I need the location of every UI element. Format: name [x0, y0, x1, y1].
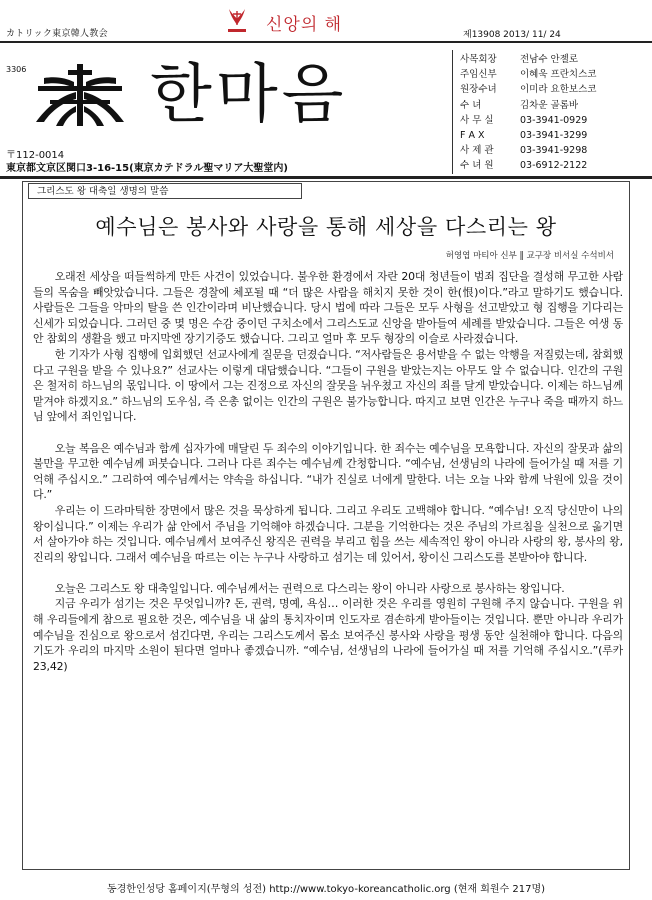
article-paragraph: 한 기자가 사형 집행에 입회했던 선교사에게 질문을 던졌습니다. “저사람들은 용서받을 수 없는 악행을 저질렀는데, 참회했다고 구원을 받을 수 있나요?” 선교사는 이렇게 대답했습니다. “그들이 구원을 받았는지는 아무도 알 수 없습니다. 인간의 구원은 철저히 하느님의 몫입니다. 이 땅에서 그는 진정으로 자신의 잘못을 뉘우쳤고 자신의 죄를 달게 받았습니다. 이제는 하느님께 맡겨야 하겠지요.” 하느님의 도우심, 즉 은총 없이는 인간의 구원은 불가능합니다. 따지고 보면 인간은 누구나 죽을 때까지 하느님 앞에서 죄인입니다. [33, 347, 623, 424]
staff-name: 이혜욱 프란치스코 [520, 69, 597, 81]
staff-directory [460, 52, 650, 174]
staff-role: 원장수녀 [460, 84, 497, 96]
staff-name: 03-3941-9298 [520, 145, 588, 157]
article-byline: 허영엽 마티아 신부 ‖ 교구장 비서실 수석비서 [445, 251, 614, 261]
staff-name: 03-3941-0929 [520, 114, 588, 126]
church-emblem-icon [30, 62, 130, 128]
article-paragraph: 오늘은 그리스도 왕 대축일입니다. 예수님께서는 권력으로 다스리는 왕이 아니라 사랑으로 봉사하는 왕입니다. [54, 581, 565, 595]
staff-role: 사 무 실 [460, 114, 494, 126]
header-rule [0, 41, 652, 43]
newsletter-title: 한마음 [150, 58, 348, 132]
article-headline: 예수님은 봉사와 사랑을 통해 세상을 다스리는 왕 [95, 215, 557, 239]
year-of-faith-theme: 신앙의 해 [266, 15, 343, 35]
article-paragraph: 지금 우리가 섬기는 것은 무엇입니까? 돈, 권력, 명예, 욕심… 이러한 것은 우리를 영원히 구원해 주지 않습니다. 구원을 위해 우리들에게 참으로 필요한 것은, 예수님을 내 삶의 통치자이며 인도자로 겸손하게 받아들이는 것입니다. 뿐만 아니라 우리가 예수님을 진심으로 왕으로서 섬긴다면, 우리는 그리스도께서 몸소 보여주신 봉사와 사랑을 평생 동안 실천해야 합니다. 다음의 기도가 우리의 마지막 소원이 된다면 얼마나 좋겠습니까. “예수님, 선생님의 나라에 들어가실 때 저를 기억해 주십시오.”(루카 23,42) [33, 597, 623, 673]
parish-name: カトリック東京韓人教会 [6, 29, 108, 39]
staff-role: F A X [460, 129, 485, 141]
staff-role: 사목회장 [460, 54, 497, 65]
staff-name: 03-6912-2122 [520, 160, 588, 172]
masthead-separator [452, 50, 453, 174]
homepage-footer: 동경한인성당 홈페이지(무형의 성전) http://www.tokyo-koreancatholic.org (현재 회원수 217명) [106, 884, 546, 895]
issue-info: 제13908 2013/ 11/ 24 [463, 30, 561, 40]
staff-row [460, 113, 650, 128]
staff-role: 수 녀 원 [460, 160, 494, 172]
paragraph-gap [33, 425, 623, 441]
postal-code: 〒112-0014 [6, 150, 65, 161]
staff-row [460, 98, 650, 113]
year-of-faith-logo-icon [225, 5, 249, 35]
staff-name: 이미라 요한보스코 [520, 84, 597, 96]
staff-row [460, 128, 650, 143]
article-paragraph: 우리는 이 드라마틱한 장면에서 많은 것을 묵상하게 됩니다. 그리고 우리도 고백해야 합니다. “예수님! 오직 당신만이 나의 왕이십니다.” 이제는 우리가 삶 안에서 주님을 기억해야 하겠습니다. 그분을 기억한다는 것은 주님의 가르침을 실천으로 옮기면서 살아가야 하는 것입니다. 예수님께서 보여주신 왕직은 권력을 부리고 힘을 쓰는 세속적인 왕이 아니라 사랑의 왕, 봉사의 왕, 진리의 왕입니다. 그래서 예수님을 따르는 이는 누구나 사랑하고 섬기는 데 있어서, 왕이신 그리스도를 본받아야 합니다. [33, 503, 623, 564]
issue-code: 3306 [6, 65, 27, 74]
staff-row [460, 143, 650, 158]
staff-role: 사 제 관 [460, 145, 494, 157]
article-subtitle: 그리스도 왕 대축일 생명의 말씀 [28, 183, 302, 199]
staff-role: 주임신부 [460, 69, 497, 81]
staff-role: 수 녀 [460, 99, 482, 111]
staff-name: 03-3941-3299 [520, 129, 588, 141]
staff-name: 전남수 안젤로 [520, 54, 579, 65]
article-paragraph: 오래전 세상을 떠들썩하게 만든 사건이 있었습니다. 불우한 환경에서 자란 20대 청년들이 범죄 집단을 결성해 무고한 사람들의 목숨을 빼앗았습니다. 그들은 경찰에 체포될 때 “더 많은 사람을 해치지 못한 것이 한(恨)이다.”라고 말하기도 했습니다. 사람들은 그들을 악마의 탈을 쓴 인간이라며 비난했습니다. 당시 법에 따라 그들은 모두 사형을 선고받았고 형 집행을 기다리는 신세가 되었습니다. 그러던 중 몇 명은 수감 중이던 구치소에서 그리스도교 신앙을 받아들여 세례를 받았습니다. 그들은 여생 동안 참회의 생활을 했고 마지막엔 장기기증도 했습니다. 그리고 얼마 후 모두 형장의 이슬로 사라졌습니다. [33, 270, 623, 346]
article-body [33, 269, 623, 674]
staff-row [460, 158, 650, 173]
staff-name: 김차운 골롬바 [520, 99, 579, 111]
church-address: 東京都文京区関口3-16-15(東京カテドラル聖マリア大聖堂内) [6, 163, 288, 174]
staff-row [460, 82, 650, 97]
staff-row [460, 67, 650, 82]
article-paragraph: 오늘 복음은 예수님과 함께 십자가에 매달린 두 죄수의 이야기입니다. 한 죄수는 예수님을 모욕합니다. 자신의 잘못과 삶의 불만을 무고한 예수님께 퍼붓습니다. 그러나 다른 죄수는 예수님께 간청합니다. “예수님, 선생님의 나라에 들어가실 때 저를 기억해 주십시오.” 그리하여 예수님께서는 약속을 하십니다. “내가 진실로 너에게 말한다. 너는 오늘 나와 함께 낙원에 있을 것이다.” [33, 441, 623, 502]
staff-row [460, 52, 650, 67]
paragraph-gap [33, 565, 623, 581]
masthead-divider [0, 176, 652, 179]
